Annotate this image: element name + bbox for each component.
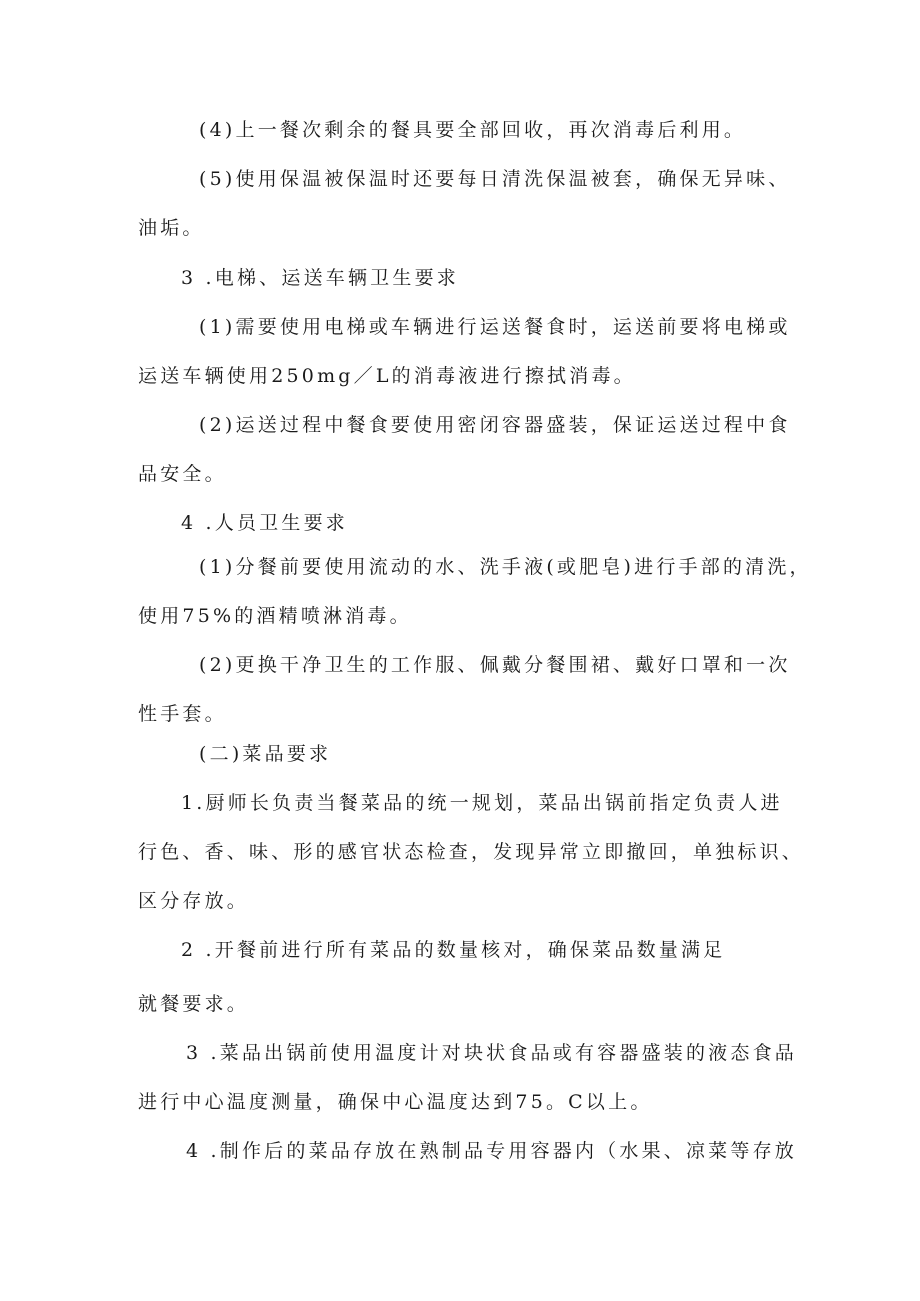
paragraph-line: 性手套。 bbox=[138, 703, 227, 725]
paragraph-line: (1)需要使用电梯或车辆进行运送餐食时，运送前要将电梯或 bbox=[199, 316, 791, 338]
section-heading: 4 .人员卫生要求 bbox=[181, 512, 348, 534]
paragraph-line: 行色、香、味、形的感官状态检查，发现异常立即撤回，单独标识、 bbox=[138, 841, 805, 863]
paragraph-line: 使用75%的酒精喷淋消毒。 bbox=[138, 605, 412, 627]
paragraph-line: 运送车辆使用250mg／L的消毒液进行擦拭消毒。 bbox=[138, 365, 636, 387]
paragraph-line: (2)更换干净卫生的工作服、佩戴分餐围裙、戴好口罩和一次 bbox=[199, 654, 791, 676]
paragraph-line: 进行中心温度测量，确保中心温度达到75。C以上。 bbox=[138, 1091, 653, 1113]
paragraph-line: 2 .开餐前进行所有菜品的数量核对，确保菜品数量满足 bbox=[181, 939, 726, 961]
section-heading: 3 .电梯、运送车辆卫生要求 bbox=[181, 267, 459, 289]
paragraph-line: 1.厨师长负责当餐菜品的统一规划，菜品出锅前指定负责人进 bbox=[181, 792, 783, 814]
paragraph-line: (2)运送过程中餐食要使用密闭容器盛装，保证运送过程中食 bbox=[199, 414, 791, 436]
paragraph-line: (1)分餐前要使用流动的水、洗手液(或肥皂)进行手部的清洗， bbox=[199, 556, 812, 578]
paragraph-line: 品安全。 bbox=[138, 463, 227, 485]
paragraph-line: 就餐要求。 bbox=[138, 993, 250, 1015]
paragraph-line: 4 .制作后的菜品存放在熟制品专用容器内（水果、凉菜等存放 bbox=[186, 1140, 797, 1162]
paragraph-line: 区分存放。 bbox=[138, 890, 250, 912]
paragraph-line: (5)使用保温被保温时还要每日清洗保温被套，确保无异味、 bbox=[199, 168, 791, 190]
paragraph-line: 3 .菜品出锅前使用温度计对块状食品或有容器盛装的液态食品 bbox=[186, 1042, 797, 1064]
paragraph-line: 油垢。 bbox=[138, 217, 205, 239]
paragraph-line: (4)上一餐次剩余的餐具要全部回收，再次消毒后利用。 bbox=[199, 119, 747, 141]
section-heading: (二)菜品要求 bbox=[199, 743, 332, 765]
